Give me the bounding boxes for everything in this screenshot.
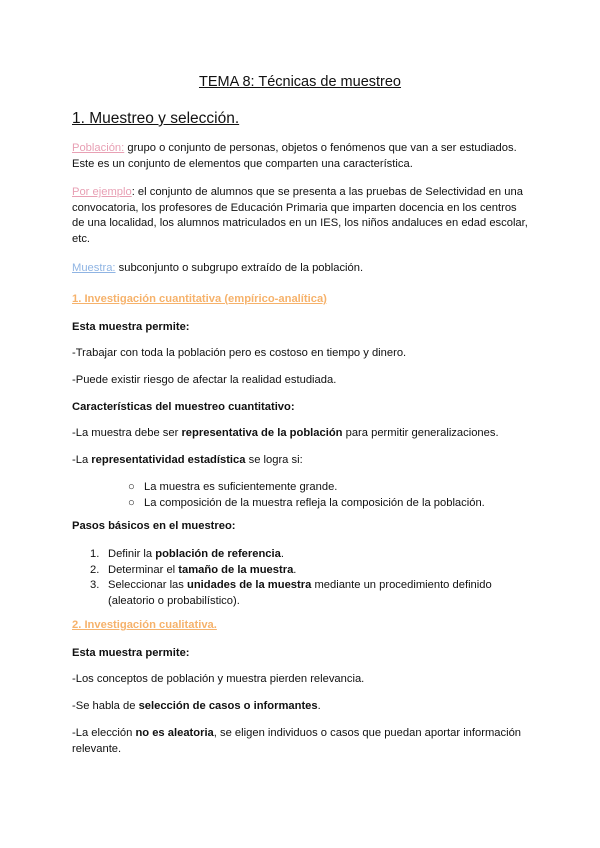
representatividad-list	[128, 480, 548, 511]
caracteristica-1-pre: -La muestra debe ser	[72, 427, 182, 439]
poblacion-paragraph	[72, 141, 532, 172]
cuantitativa-point-1: -Trabajar con toda la población pero es costoso en tiempo y dinero.	[72, 347, 407, 359]
list-item	[90, 563, 530, 579]
paso-3-bold: unidades de la muestra	[186, 579, 312, 591]
cualitativa-point-2	[72, 699, 532, 715]
ejemplo-text: : el conjunto de alumnos que se presenta a las pruebas de Selectividad en una convocatoria, los profesores de Educación Primaria que imparten docencia en los centros de una localidad, los alumnos matriculados en un IES, los niños andaluces en edad escolar, etc.	[72, 186, 528, 245]
ejemplo-paragraph	[72, 185, 532, 247]
list-item	[90, 547, 530, 563]
list-number: 1.	[90, 548, 100, 560]
cuantitativa-permite-heading: Esta muestra permite:	[72, 321, 190, 333]
pasos-heading: Pasos básicos en el muestreo:	[72, 520, 236, 532]
ejemplo-label: Por ejemplo	[72, 186, 132, 198]
muestra-paragraph	[72, 261, 532, 277]
cualitativa-point-3-bold: no es aleatoria	[135, 727, 214, 739]
paso-2-pre: Determinar el	[108, 563, 179, 576]
paso-3-pre: Seleccionar las	[108, 579, 187, 591]
caracteristica-2	[72, 453, 532, 469]
paso-2-bold: tamaño de la muestra	[178, 563, 294, 576]
caracteristica-1-post: para permitir generalizaciones.	[342, 427, 499, 439]
cualitativa-point-2-bold: selección de casos o informantes	[138, 700, 318, 712]
caracteristica-2-post: se logra si:	[245, 454, 303, 466]
cualitativa-permite-heading: Esta muestra permite:	[72, 647, 190, 659]
paso-1-pre: Definir la	[108, 548, 156, 560]
paso-2-post: .	[293, 563, 297, 576]
paso-3-post: mediante un procedimiento definido (aleatorio o probabilístico).	[108, 579, 492, 607]
cuantitativa-heading: 1. Investigación cuantitativa (empírico-analítica)	[72, 293, 327, 305]
cualitativa-point-3	[72, 726, 532, 757]
poblacion-text: grupo o conjunto de personas, objetos o fenómenos que van a ser estudiados. Este es un conjunto de elementos que comparten una característica.	[72, 142, 517, 170]
paso-1-post: .	[280, 548, 284, 560]
paso-1-bold: población de referencia	[155, 548, 281, 560]
document-title: TEMA 8: Técnicas de muestreo	[198, 74, 402, 90]
list-number: 3.	[90, 579, 100, 591]
poblacion-label: Población:	[72, 142, 125, 154]
cualitativa-point-3-pre: -La elección	[72, 727, 136, 739]
cualitativa-heading: 2. Investigación cualitativa.	[72, 619, 217, 631]
caracteristica-2-bold: representatividad estadística	[91, 454, 246, 466]
cualitativa-point-1: -Los conceptos de población y muestra pierden relevancia.	[72, 673, 365, 685]
cualitativa-point-2-post: .	[317, 700, 321, 712]
list-item	[128, 480, 548, 496]
cualitativa-point-2-pre: -Se habla de	[72, 700, 139, 712]
cualitativa-point-3-post: , se eligen individuos o casos que puedan aportar información relevante.	[72, 727, 522, 755]
circle-bullet-icon: ○	[128, 481, 135, 493]
muestra-text: subconjunto o subgrupo extraído de la población.	[115, 262, 364, 274]
pasos-list	[90, 547, 530, 609]
section-heading-muestreo: 1. Muestreo y selección.	[72, 110, 240, 127]
list-item	[90, 578, 530, 609]
caracteristica-1	[72, 426, 532, 442]
list-item	[128, 496, 548, 512]
caracteristica-2-pre: -La	[72, 454, 92, 466]
list-item-text: La muestra es suficientemente grande.	[144, 481, 338, 493]
cuantitativa-point-2: -Puede existir riesgo de afectar la realidad estudiada.	[72, 374, 337, 386]
circle-bullet-icon: ○	[128, 496, 135, 509]
caracteristica-1-bold: representativa de la población	[181, 427, 343, 439]
caracteristicas-heading: Características del muestreo cuantitativo:	[72, 401, 295, 413]
muestra-label: Muestra:	[72, 262, 116, 274]
list-item-text: La composición de la muestra refleja la composición de la población.	[144, 496, 485, 509]
list-number: 2.	[90, 563, 100, 576]
